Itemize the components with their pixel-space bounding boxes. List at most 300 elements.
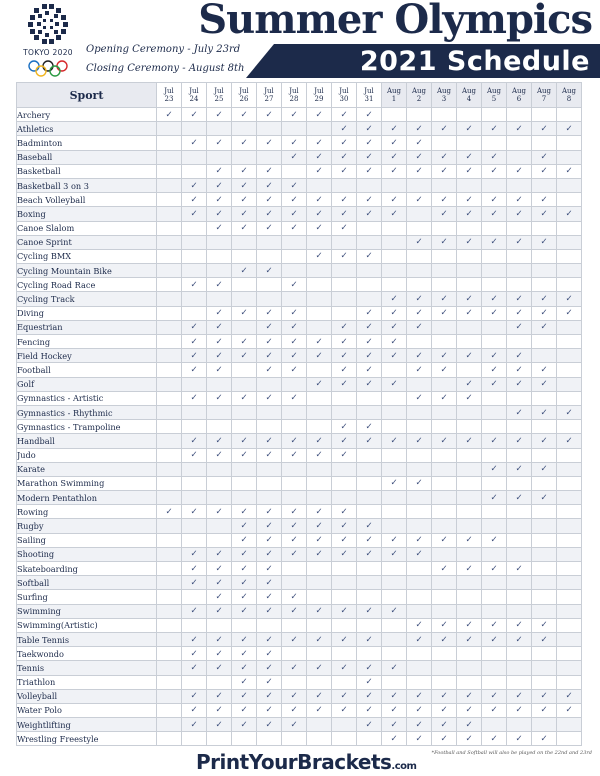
checkmark-icon: ✓ xyxy=(282,391,307,405)
checkmark-icon: ✓ xyxy=(207,108,232,122)
empty-cell xyxy=(557,349,582,363)
empty-cell xyxy=(532,221,557,235)
table-row xyxy=(17,476,582,490)
empty-cell xyxy=(332,278,357,292)
date-month: Jul xyxy=(264,87,274,95)
table-row xyxy=(17,164,582,178)
sport-name: Table Tennis xyxy=(17,632,157,646)
checkmark-icon: ✓ xyxy=(282,519,307,533)
checkmark-icon: ✓ xyxy=(357,689,382,703)
checkmark-icon: ✓ xyxy=(332,703,357,717)
empty-cell xyxy=(482,519,507,533)
checkmark-icon: ✓ xyxy=(482,349,507,363)
empty-cell xyxy=(157,164,182,178)
empty-cell xyxy=(332,235,357,249)
checkmark-icon: ✓ xyxy=(482,292,507,306)
empty-cell xyxy=(507,505,532,519)
empty-cell xyxy=(332,590,357,604)
checkmark-icon: ✓ xyxy=(432,689,457,703)
sport-name: Surfing xyxy=(17,590,157,604)
checkmark-icon: ✓ xyxy=(482,618,507,632)
sport-name: Diving xyxy=(17,306,157,320)
empty-cell xyxy=(482,604,507,618)
empty-cell xyxy=(207,235,232,249)
table-row xyxy=(17,335,582,349)
empty-cell xyxy=(257,732,282,746)
sport-name: Basketball xyxy=(17,164,157,178)
schedule-table xyxy=(16,82,582,746)
checkmark-icon: ✓ xyxy=(432,703,457,717)
date-day: 23 xyxy=(164,95,174,103)
empty-cell xyxy=(157,193,182,207)
checkmark-icon: ✓ xyxy=(182,108,207,122)
checkmark-icon: ✓ xyxy=(282,221,307,235)
empty-cell xyxy=(457,647,482,661)
empty-cell xyxy=(157,632,182,646)
empty-cell xyxy=(557,193,582,207)
checkmark-icon: ✓ xyxy=(182,647,207,661)
checkmark-icon: ✓ xyxy=(532,434,557,448)
checkmark-icon: ✓ xyxy=(332,434,357,448)
empty-cell xyxy=(557,618,582,632)
checkmark-icon: ✓ xyxy=(507,363,532,377)
checkmark-icon: ✓ xyxy=(532,491,557,505)
checkmark-icon: ✓ xyxy=(432,718,457,732)
empty-cell xyxy=(157,178,182,192)
empty-cell xyxy=(357,590,382,604)
empty-cell xyxy=(332,462,357,476)
empty-cell xyxy=(182,221,207,235)
checkmark-icon: ✓ xyxy=(432,306,457,320)
checkmark-icon: ✓ xyxy=(457,377,482,391)
checkmark-icon: ✓ xyxy=(257,661,282,675)
checkmark-icon: ✓ xyxy=(407,391,432,405)
date-month: Aug xyxy=(486,87,502,95)
empty-cell xyxy=(482,718,507,732)
checkmark-icon: ✓ xyxy=(182,193,207,207)
checkmark-icon: ✓ xyxy=(307,349,332,363)
empty-cell xyxy=(332,178,357,192)
empty-cell xyxy=(182,533,207,547)
checkmark-icon: ✓ xyxy=(507,405,532,419)
empty-cell xyxy=(482,547,507,561)
table-row xyxy=(17,122,582,136)
checkmark-icon: ✓ xyxy=(407,150,432,164)
table-row xyxy=(17,661,582,675)
empty-cell xyxy=(332,562,357,576)
empty-cell xyxy=(507,221,532,235)
date-month: Aug xyxy=(411,87,427,95)
checkmark-icon: ✓ xyxy=(432,632,457,646)
empty-cell xyxy=(457,462,482,476)
date-column-header xyxy=(457,83,482,108)
empty-cell xyxy=(432,491,457,505)
checkmark-icon: ✓ xyxy=(257,193,282,207)
table-row xyxy=(17,193,582,207)
table-row xyxy=(17,420,582,434)
empty-cell xyxy=(407,491,432,505)
table-row xyxy=(17,562,582,576)
sport-name: Wrestling Freestyle xyxy=(17,732,157,746)
empty-cell xyxy=(182,519,207,533)
empty-cell xyxy=(482,590,507,604)
date-day: 27 xyxy=(264,95,274,103)
checkmark-icon: ✓ xyxy=(357,377,382,391)
checkmark-icon: ✓ xyxy=(532,377,557,391)
empty-cell xyxy=(507,675,532,689)
empty-cell xyxy=(482,675,507,689)
checkmark-icon: ✓ xyxy=(257,306,282,320)
empty-cell xyxy=(257,278,282,292)
checkmark-icon: ✓ xyxy=(257,335,282,349)
empty-cell xyxy=(182,164,207,178)
empty-cell xyxy=(457,604,482,618)
empty-cell xyxy=(407,108,432,122)
empty-cell xyxy=(157,732,182,746)
date-column-header xyxy=(557,83,582,108)
checkmark-icon: ✓ xyxy=(207,448,232,462)
checkmark-icon: ✓ xyxy=(407,618,432,632)
empty-cell xyxy=(532,448,557,462)
date-day: 6 xyxy=(516,95,522,103)
empty-cell xyxy=(507,547,532,561)
empty-cell xyxy=(157,547,182,561)
empty-cell xyxy=(182,249,207,263)
empty-cell xyxy=(282,562,307,576)
date-column-header xyxy=(507,83,532,108)
checkmark-icon: ✓ xyxy=(207,306,232,320)
checkmark-icon: ✓ xyxy=(182,349,207,363)
checkmark-icon: ✓ xyxy=(357,320,382,334)
empty-cell xyxy=(357,278,382,292)
tokyo-2020-logo xyxy=(20,4,76,78)
checkmark-icon: ✓ xyxy=(232,136,257,150)
empty-cell xyxy=(532,576,557,590)
closing-ceremony: Closing Ceremony - August 8th xyxy=(86,63,245,74)
empty-cell xyxy=(307,590,332,604)
table-row xyxy=(17,349,582,363)
empty-cell xyxy=(432,320,457,334)
empty-cell xyxy=(557,221,582,235)
empty-cell xyxy=(282,647,307,661)
empty-cell xyxy=(307,178,332,192)
empty-cell xyxy=(307,264,332,278)
checkmark-icon: ✓ xyxy=(282,547,307,561)
checkmark-icon: ✓ xyxy=(332,363,357,377)
checkmark-icon: ✓ xyxy=(182,320,207,334)
checkmark-icon: ✓ xyxy=(207,505,232,519)
empty-cell xyxy=(307,235,332,249)
empty-cell xyxy=(282,264,307,278)
empty-cell xyxy=(332,618,357,632)
checkmark-icon: ✓ xyxy=(482,306,507,320)
empty-cell xyxy=(332,732,357,746)
checkmark-icon: ✓ xyxy=(357,420,382,434)
empty-cell xyxy=(157,207,182,221)
checkmark-icon: ✓ xyxy=(282,661,307,675)
empty-cell xyxy=(407,576,432,590)
empty-cell xyxy=(282,618,307,632)
empty-cell xyxy=(182,264,207,278)
checkmark-icon: ✓ xyxy=(432,150,457,164)
empty-cell xyxy=(557,178,582,192)
checkmark-icon: ✓ xyxy=(307,207,332,221)
checkmark-icon: ✓ xyxy=(207,278,232,292)
checkmark-icon: ✓ xyxy=(182,391,207,405)
checkmark-icon: ✓ xyxy=(382,718,407,732)
empty-cell xyxy=(382,675,407,689)
checkmark-icon: ✓ xyxy=(332,661,357,675)
checkmark-icon: ✓ xyxy=(507,491,532,505)
empty-cell xyxy=(357,476,382,490)
checkmark-icon: ✓ xyxy=(432,391,457,405)
checkmark-icon: ✓ xyxy=(232,604,257,618)
checkmark-icon: ✓ xyxy=(382,349,407,363)
checkmark-icon: ✓ xyxy=(257,505,282,519)
checkmark-icon: ✓ xyxy=(207,164,232,178)
checkmark-icon: ✓ xyxy=(357,335,382,349)
empty-cell xyxy=(382,405,407,419)
checkmark-icon: ✓ xyxy=(332,689,357,703)
date-month: Aug xyxy=(536,87,552,95)
checkmark-icon: ✓ xyxy=(382,335,407,349)
empty-cell xyxy=(432,377,457,391)
checkmark-icon: ✓ xyxy=(532,462,557,476)
checkmark-icon: ✓ xyxy=(507,732,532,746)
empty-cell xyxy=(507,420,532,434)
date-column-header xyxy=(407,83,432,108)
checkmark-icon: ✓ xyxy=(282,306,307,320)
empty-cell xyxy=(307,675,332,689)
checkmark-icon: ✓ xyxy=(457,207,482,221)
empty-cell xyxy=(407,221,432,235)
sport-name: Golf xyxy=(17,377,157,391)
empty-cell xyxy=(182,618,207,632)
checkmark-icon: ✓ xyxy=(507,349,532,363)
empty-cell xyxy=(407,590,432,604)
empty-cell xyxy=(407,335,432,349)
table-row xyxy=(17,363,582,377)
empty-cell xyxy=(307,462,332,476)
checkmark-icon: ✓ xyxy=(232,675,257,689)
empty-cell xyxy=(557,377,582,391)
checkmark-icon: ✓ xyxy=(457,632,482,646)
checkmark-icon: ✓ xyxy=(182,632,207,646)
empty-cell xyxy=(382,221,407,235)
checkmark-icon: ✓ xyxy=(232,221,257,235)
checkmark-icon: ✓ xyxy=(407,320,432,334)
empty-cell xyxy=(557,632,582,646)
empty-cell xyxy=(257,249,282,263)
checkmark-icon: ✓ xyxy=(232,661,257,675)
empty-cell xyxy=(482,221,507,235)
checkmark-icon: ✓ xyxy=(207,576,232,590)
empty-cell xyxy=(432,604,457,618)
empty-cell xyxy=(207,377,232,391)
sport-name: Tennis xyxy=(17,661,157,675)
empty-cell xyxy=(257,491,282,505)
empty-cell xyxy=(457,448,482,462)
checkmark-icon: ✓ xyxy=(332,207,357,221)
empty-cell xyxy=(357,221,382,235)
empty-cell xyxy=(232,249,257,263)
checkmark-icon: ✓ xyxy=(232,533,257,547)
empty-cell xyxy=(557,235,582,249)
empty-cell xyxy=(557,576,582,590)
checkmark-icon: ✓ xyxy=(532,405,557,419)
empty-cell xyxy=(232,278,257,292)
date-column-header xyxy=(532,83,557,108)
checkmark-icon: ✓ xyxy=(457,533,482,547)
sport-name: Judo xyxy=(17,448,157,462)
table-row xyxy=(17,604,582,618)
checkmark-icon: ✓ xyxy=(232,178,257,192)
checkmark-icon: ✓ xyxy=(357,718,382,732)
empty-cell xyxy=(282,292,307,306)
date-column-header xyxy=(382,83,407,108)
table-row xyxy=(17,178,582,192)
empty-cell xyxy=(382,519,407,533)
empty-cell xyxy=(182,476,207,490)
olympic-rings-icon xyxy=(26,60,70,78)
checkmark-icon: ✓ xyxy=(407,703,432,717)
checkmark-icon: ✓ xyxy=(432,434,457,448)
empty-cell xyxy=(532,264,557,278)
empty-cell xyxy=(557,264,582,278)
empty-cell xyxy=(407,562,432,576)
checkmark-icon: ✓ xyxy=(332,193,357,207)
empty-cell xyxy=(157,235,182,249)
checkmark-icon: ✓ xyxy=(432,235,457,249)
checkmark-icon: ✓ xyxy=(382,306,407,320)
footnote: *Football and Softball will also be played on the 22nd and 23rd xyxy=(431,750,592,756)
checkmark-icon: ✓ xyxy=(232,519,257,533)
date-day: 4 xyxy=(466,95,472,103)
empty-cell xyxy=(532,249,557,263)
empty-cell xyxy=(532,108,557,122)
sport-name: Cycling BMX xyxy=(17,249,157,263)
empty-cell xyxy=(382,562,407,576)
checkmark-icon: ✓ xyxy=(257,349,282,363)
checkmark-icon: ✓ xyxy=(232,647,257,661)
empty-cell xyxy=(432,547,457,561)
checkmark-icon: ✓ xyxy=(507,632,532,646)
checkmark-icon: ✓ xyxy=(457,618,482,632)
checkmark-icon: ✓ xyxy=(432,292,457,306)
table-row xyxy=(17,491,582,505)
checkmark-icon: ✓ xyxy=(557,207,582,221)
page-title: Summer Olympics xyxy=(198,0,592,43)
empty-cell xyxy=(557,249,582,263)
empty-cell xyxy=(432,476,457,490)
sport-name: Baseball xyxy=(17,150,157,164)
empty-cell xyxy=(307,405,332,419)
checkmark-icon: ✓ xyxy=(407,136,432,150)
checkmark-icon: ✓ xyxy=(282,590,307,604)
empty-cell xyxy=(157,576,182,590)
checkmark-icon: ✓ xyxy=(307,632,332,646)
checkmark-icon: ✓ xyxy=(357,136,382,150)
empty-cell xyxy=(182,150,207,164)
checkmark-icon: ✓ xyxy=(407,363,432,377)
checkmark-icon: ✓ xyxy=(382,689,407,703)
empty-cell xyxy=(182,420,207,434)
empty-cell xyxy=(407,207,432,221)
empty-cell xyxy=(457,249,482,263)
checkmark-icon: ✓ xyxy=(282,150,307,164)
table-row xyxy=(17,434,582,448)
checkmark-icon: ✓ xyxy=(307,505,332,519)
checkmark-icon: ✓ xyxy=(532,689,557,703)
sport-name: Swimming xyxy=(17,604,157,618)
checkmark-icon: ✓ xyxy=(257,264,282,278)
empty-cell xyxy=(207,491,232,505)
checkmark-icon: ✓ xyxy=(407,689,432,703)
checkmark-icon: ✓ xyxy=(382,533,407,547)
checkmark-icon: ✓ xyxy=(482,164,507,178)
empty-cell xyxy=(532,476,557,490)
empty-cell xyxy=(157,533,182,547)
checkmark-icon: ✓ xyxy=(332,505,357,519)
date-day: 25 xyxy=(214,95,224,103)
empty-cell xyxy=(507,661,532,675)
schedule-banner: 2021 Schedule xyxy=(359,46,590,77)
checkmark-icon: ✓ xyxy=(357,193,382,207)
empty-cell xyxy=(357,491,382,505)
empty-cell xyxy=(482,249,507,263)
empty-cell xyxy=(532,604,557,618)
checkmark-icon: ✓ xyxy=(432,164,457,178)
empty-cell xyxy=(557,335,582,349)
table-row xyxy=(17,533,582,547)
empty-cell xyxy=(157,349,182,363)
empty-cell xyxy=(557,505,582,519)
checkmark-icon: ✓ xyxy=(432,562,457,576)
checkmark-icon: ✓ xyxy=(382,703,407,717)
empty-cell xyxy=(332,718,357,732)
checkmark-icon: ✓ xyxy=(382,164,407,178)
empty-cell xyxy=(207,732,232,746)
date-day: 5 xyxy=(491,95,497,103)
checkmark-icon: ✓ xyxy=(357,547,382,561)
checkmark-icon: ✓ xyxy=(182,434,207,448)
table-row xyxy=(17,647,582,661)
opening-ceremony: Opening Ceremony - July 23rd xyxy=(86,44,241,55)
empty-cell xyxy=(407,505,432,519)
checkmark-icon: ✓ xyxy=(332,377,357,391)
checkmark-icon: ✓ xyxy=(507,122,532,136)
empty-cell xyxy=(482,505,507,519)
checkmark-icon: ✓ xyxy=(382,136,407,150)
checkmark-icon: ✓ xyxy=(382,320,407,334)
empty-cell xyxy=(557,590,582,604)
empty-cell xyxy=(557,732,582,746)
empty-cell xyxy=(157,122,182,136)
empty-cell xyxy=(257,476,282,490)
sport-name: Gymnastics - Artistic xyxy=(17,391,157,405)
empty-cell xyxy=(307,306,332,320)
empty-cell xyxy=(232,476,257,490)
empty-cell xyxy=(557,675,582,689)
empty-cell xyxy=(157,689,182,703)
checkmark-icon: ✓ xyxy=(257,562,282,576)
empty-cell xyxy=(232,363,257,377)
table-row xyxy=(17,405,582,419)
checkmark-icon: ✓ xyxy=(532,122,557,136)
checkmark-icon: ✓ xyxy=(307,547,332,561)
empty-cell xyxy=(357,618,382,632)
checkmark-icon: ✓ xyxy=(457,150,482,164)
